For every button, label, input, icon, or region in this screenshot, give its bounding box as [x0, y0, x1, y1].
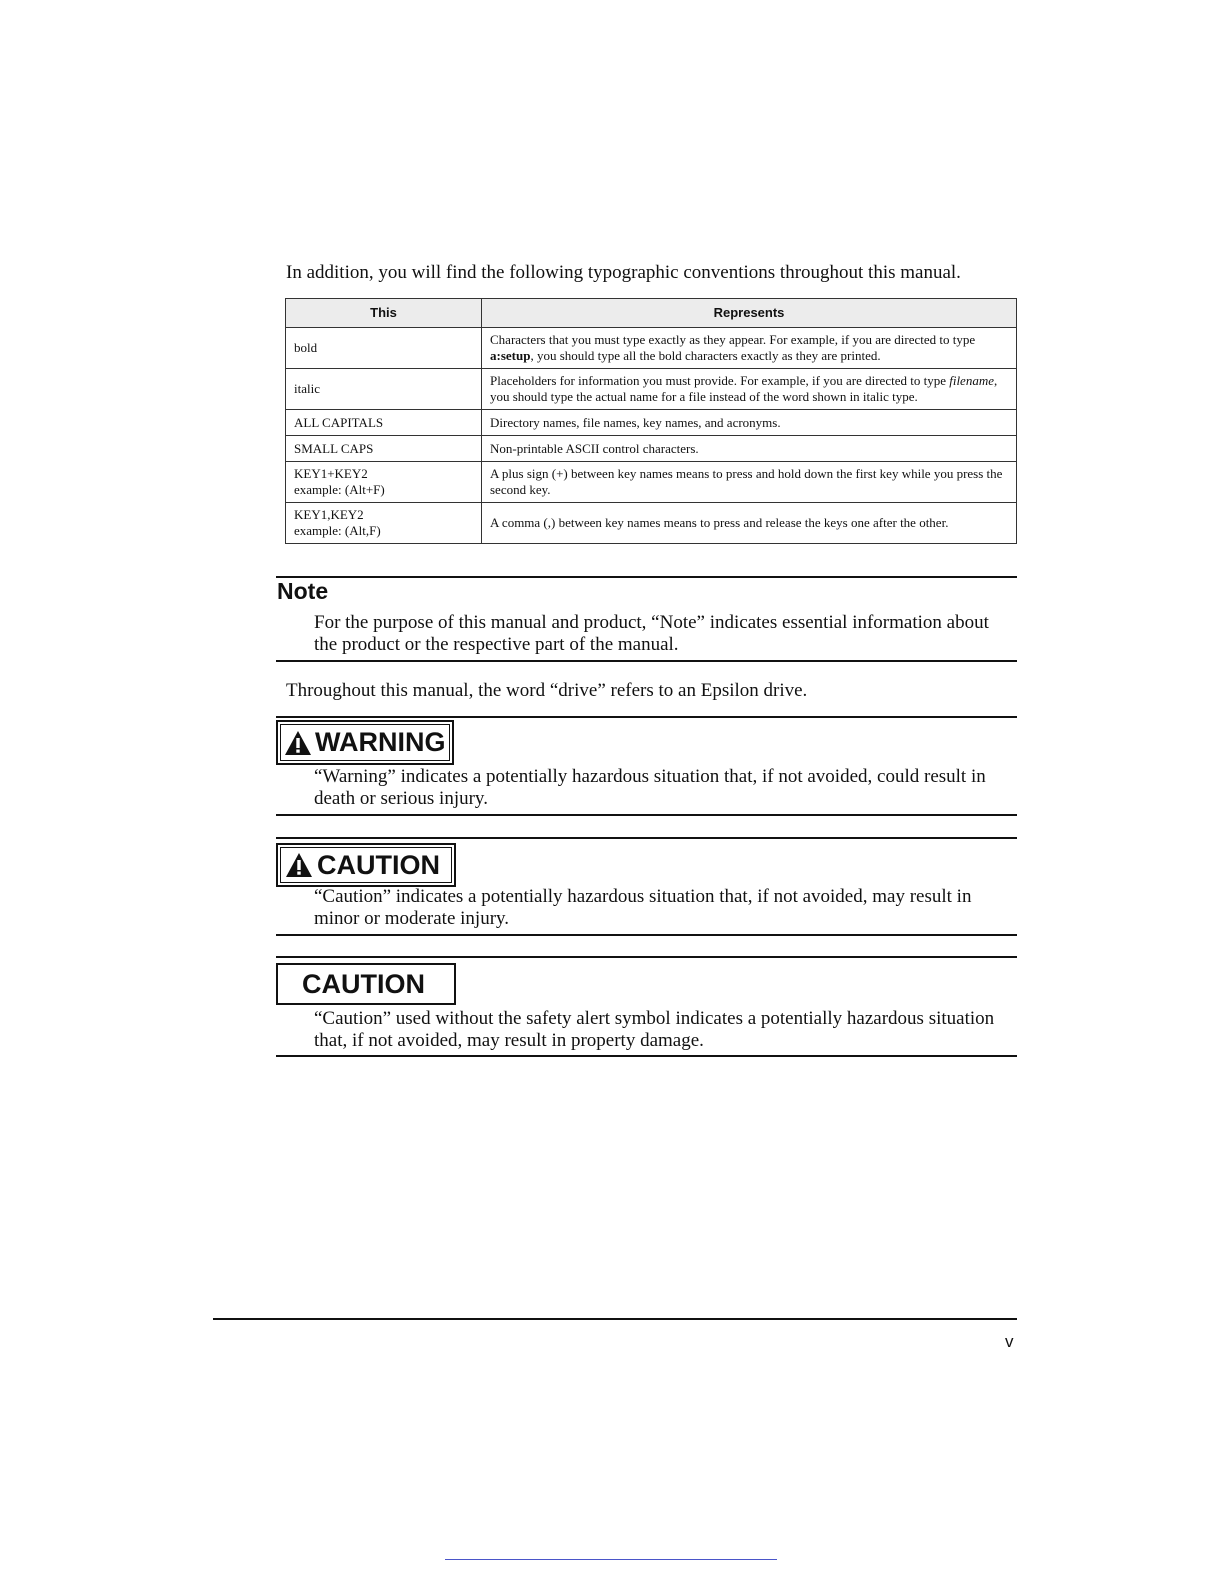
meaning-cell — [482, 503, 1017, 544]
warning-text: “Warning” indicates a potentially hazardous situation that, if not avoided, could result in death or serious injury. — [314, 766, 986, 809]
table-row — [286, 436, 1017, 462]
meaning-cell — [482, 369, 1017, 410]
header-represents: Represents — [482, 299, 1017, 328]
bottom-link-underline — [445, 1559, 777, 1560]
warning-bottom-rule — [276, 814, 1017, 816]
note-bottom-rule — [276, 660, 1017, 662]
caution-alert-top-rule — [276, 837, 1017, 839]
meaning-cell — [482, 410, 1017, 436]
convention-cell — [286, 328, 482, 369]
caution-plain-top-rule — [276, 956, 1017, 958]
conventions-table — [285, 298, 1017, 544]
convention-name: bold — [294, 340, 318, 355]
meaning-text: Non-printable ASCII control characters. — [490, 440, 699, 456]
table-row — [286, 462, 1017, 503]
caution-alert-label: CAUTION — [317, 849, 440, 880]
caution-alert-text: “Caution” indicates a potentially hazardous situation that, if not avoided, may result in minor or moderate injury. — [314, 886, 972, 929]
caution-plain-bottom-rule — [276, 1055, 1017, 1057]
convention-name: KEY1,KEY2 — [294, 507, 364, 522]
meaning-emphasis: filename — [949, 373, 994, 388]
meaning-text: A comma (,) between key names means to press and release the keys one after the other. — [490, 515, 949, 530]
header-this: This — [286, 299, 482, 328]
drive-text: Throughout this manual, the word “drive” refers to an Epsilon drive. — [286, 680, 808, 701]
meaning-text: , you should type all the bold characters exactly as they are printed. — [530, 348, 881, 363]
warning-top-rule — [276, 716, 1017, 718]
convention-cell — [286, 410, 482, 436]
note-top-rule — [276, 576, 1017, 578]
meaning-text: Characters that you must type exactly as they appear. For example, if you are directed to type — [490, 332, 976, 347]
note-text: For the purpose of this manual and product, “Note” indicates essential information about the product or the respective part of the manual. — [314, 612, 989, 655]
convention-cell — [286, 436, 482, 462]
warning-signal-word — [276, 720, 454, 765]
convention-example: example: (Alt,F) — [294, 523, 381, 538]
meaning-cell — [482, 328, 1017, 369]
meaning-text: Directory names, file names, key names, and acronyms. — [490, 414, 781, 430]
table-row — [286, 369, 1017, 410]
caution-plain-signal-word — [276, 963, 456, 1005]
caution-plain-text: “Caution” used without the safety alert symbol indicates a potentially hazardous situation that, if not avoided, may result in property damage. — [314, 1008, 995, 1051]
meaning-text: Placeholders for information you must provide. For example, if you are directed to type — [490, 373, 950, 388]
caution-alert-bottom-rule — [276, 934, 1017, 936]
table-row — [286, 328, 1017, 369]
convention-example: example: (Alt+F) — [294, 482, 385, 497]
footer-rule — [213, 1318, 1017, 1320]
caution-alert-signal-word — [276, 843, 456, 887]
convention-cell — [286, 369, 482, 410]
caution-plain-label: CAUTION — [302, 968, 425, 999]
table-row — [286, 410, 1017, 436]
meaning-cell — [482, 462, 1017, 503]
page-number: v — [1005, 1332, 1014, 1351]
meaning-cell — [482, 436, 1017, 462]
convention-cell — [286, 462, 482, 503]
table-header-row — [286, 299, 1017, 328]
note-heading: Note — [277, 578, 329, 604]
warning-label: WARNING — [315, 727, 446, 757]
meaning-text: , you should type the actual name for a file instead of the word shown in italic type. — [490, 373, 998, 404]
intro-text: In addition, you will find the following typographic conventions throughout this manual. — [286, 262, 961, 283]
convention-cell — [286, 503, 482, 544]
meaning-text: A plus sign (+) between key names means to press and hold down the first key while you press the second key. — [490, 466, 1003, 497]
convention-name: KEY1+KEY2 — [294, 466, 368, 481]
convention-name: ALL CAPITALS — [294, 414, 384, 430]
convention-name: SMALL CAPS — [294, 440, 374, 456]
meaning-emphasis: a:setup — [490, 348, 531, 363]
convention-name: italic — [294, 381, 320, 396]
table-row — [286, 503, 1017, 544]
safety-alert-triangle-icon — [284, 730, 312, 756]
safety-alert-triangle-icon — [284, 852, 314, 878]
